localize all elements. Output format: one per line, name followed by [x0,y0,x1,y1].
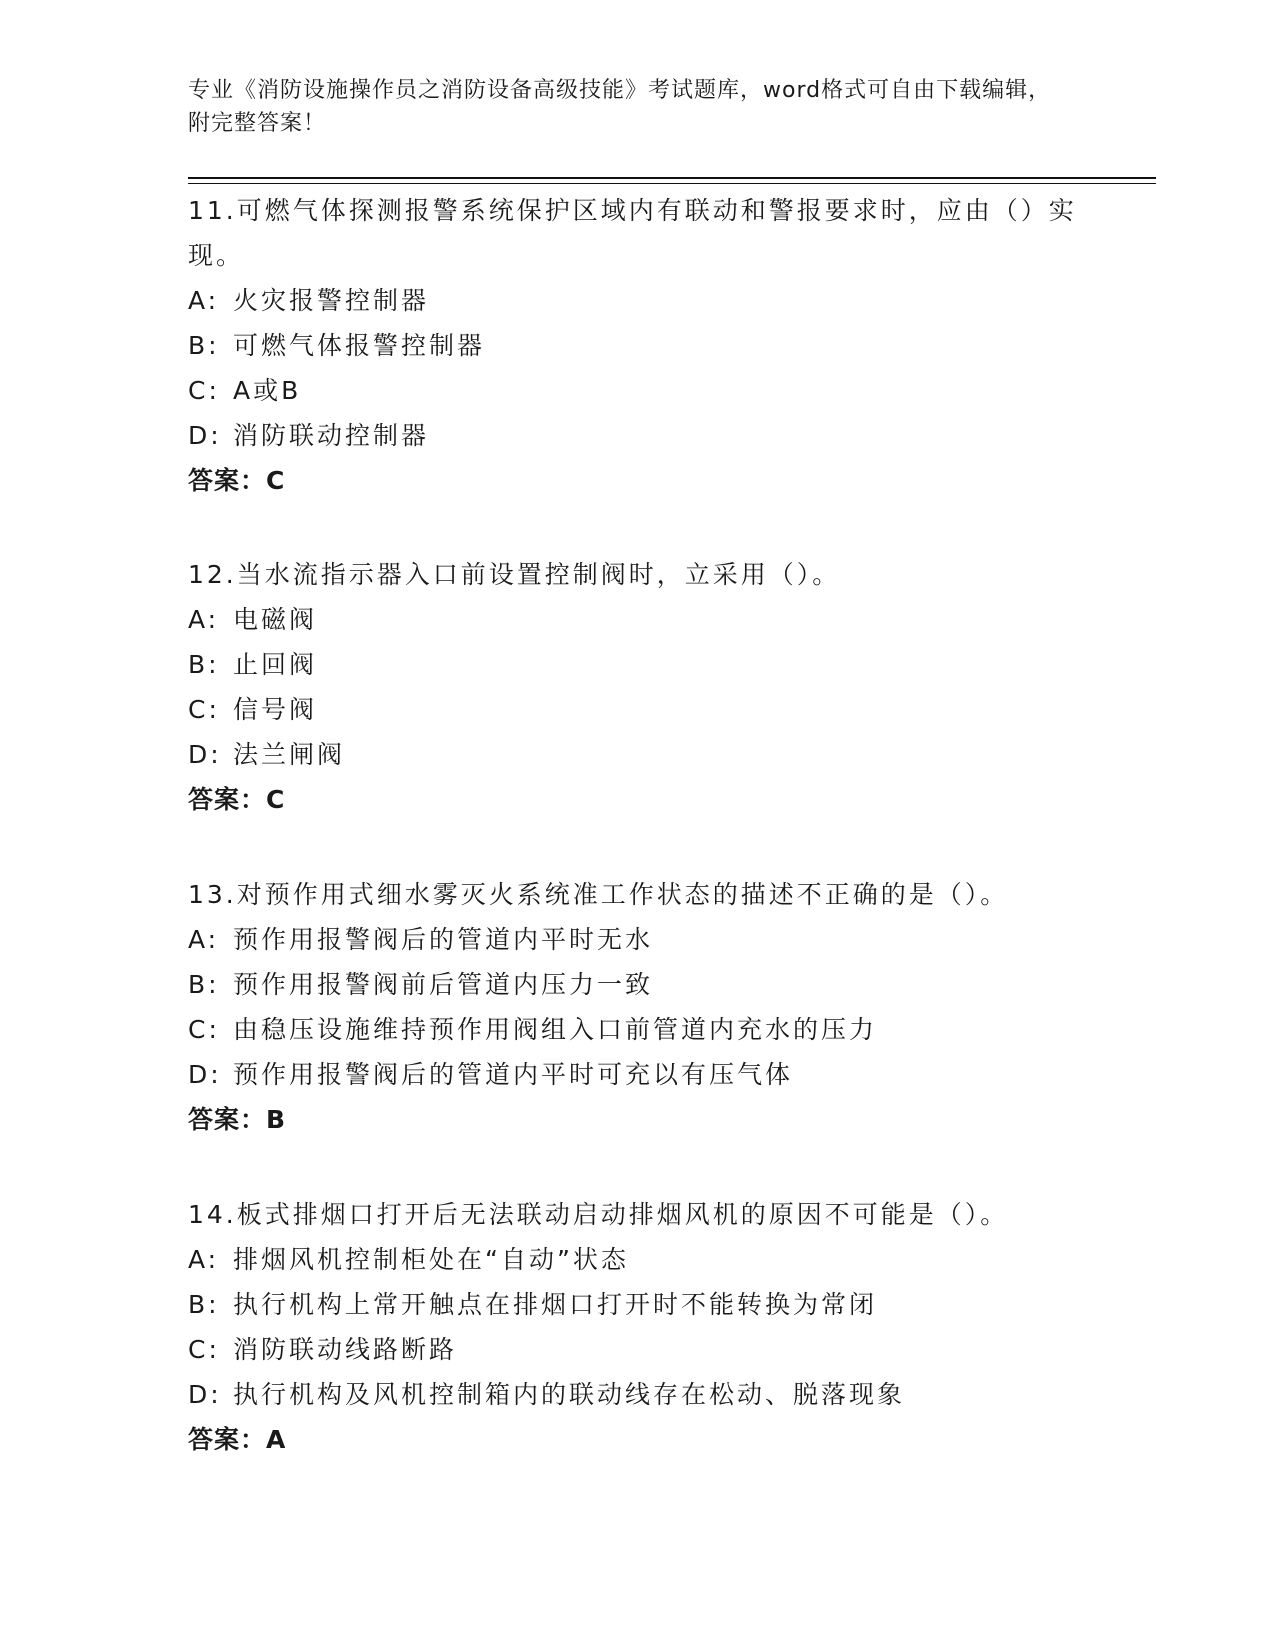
option-key: A: [188,286,220,315]
option-d [188,1052,1088,1097]
question-stem: 13.对预作用式细水雾灭火系统准工作状态的描述不正确的是（）。 [188,880,1009,909]
option-a [188,597,1088,642]
option-text: 止回阀 [233,650,318,679]
header-divider-thin [188,183,1156,184]
option-text: 预作用报警阀后的管道内平时可充以有压气体 [233,1060,794,1089]
document-header: 专业《消防设施操作员之消防设备高级技能》考试题库，word格式可自由下载编辑，附完整答案！ [188,78,1052,136]
option-c [188,1007,1088,1052]
option-key: B: [188,1290,220,1319]
question-12 [188,552,1088,822]
option-c [188,1327,1088,1372]
answer: 答案：A [188,1425,287,1454]
option-key: B: [188,650,220,679]
option-b [188,642,1088,687]
question-stem: 14.板式排烟口打开后无法联动启动排烟风机的原因不可能是（）。 [188,1200,1009,1229]
option-key: D: [188,1380,222,1409]
option-text: 信号阀 [233,695,318,724]
option-text: 法兰闸阀 [233,740,346,769]
option-key: D: [188,421,222,450]
option-text: 电磁阀 [233,605,318,634]
option-d [188,1372,1088,1417]
option-a [188,278,1088,323]
option-text: 火灾报警控制器 [233,286,430,315]
option-key: B: [188,970,220,999]
option-key: C: [188,376,220,405]
option-text: A或B [233,376,302,405]
option-text: 消防联动控制器 [233,421,430,450]
header-divider-thick [188,177,1156,179]
option-b [188,1282,1088,1327]
option-key: D: [188,1060,222,1089]
option-c [188,368,1088,413]
option-d [188,732,1088,777]
option-text: 由稳压设施维持预作用阀组入口前管道内充水的压力 [233,1015,878,1044]
option-text: 执行机构上常开触点在排烟口打开时不能转换为常闭 [233,1290,878,1319]
option-key: A: [188,925,220,954]
option-key: A: [188,1245,220,1274]
option-text: 预作用报警阀后的管道内平时无水 [233,925,654,954]
option-b [188,962,1088,1007]
answer: 答案：B [188,1105,287,1134]
answer: 答案：C [188,466,286,495]
question-stem: 12.当水流指示器入口前设置控制阀时，立采用（）。 [188,560,841,589]
option-text: 排烟风机控制柜处在“自动”状态 [233,1245,629,1274]
option-c [188,687,1088,732]
option-key: A: [188,605,220,634]
option-d [188,413,1088,458]
option-a [188,917,1088,962]
question-13 [188,872,1088,1142]
option-key: C: [188,695,220,724]
option-key: D: [188,740,222,769]
option-key: C: [188,1015,220,1044]
option-text: 消防联动线路断路 [233,1335,458,1364]
option-text: 执行机构及风机控制箱内的联动线存在松动、脱落现象 [233,1380,906,1409]
option-text: 可燃气体报警控制器 [233,331,486,360]
option-b [188,323,1088,368]
question-14 [188,1192,1088,1462]
answer: 答案：C [188,785,286,814]
option-key: C: [188,1335,220,1364]
question-11 [188,188,1088,503]
option-a [188,1237,1088,1282]
option-text: 预作用报警阀前后管道内压力一致 [233,970,654,999]
option-key: B: [188,331,220,360]
question-stem: 11.可燃气体探测报警系统保护区域内有联动和警报要求时，应由（）实现。 [188,196,1077,270]
